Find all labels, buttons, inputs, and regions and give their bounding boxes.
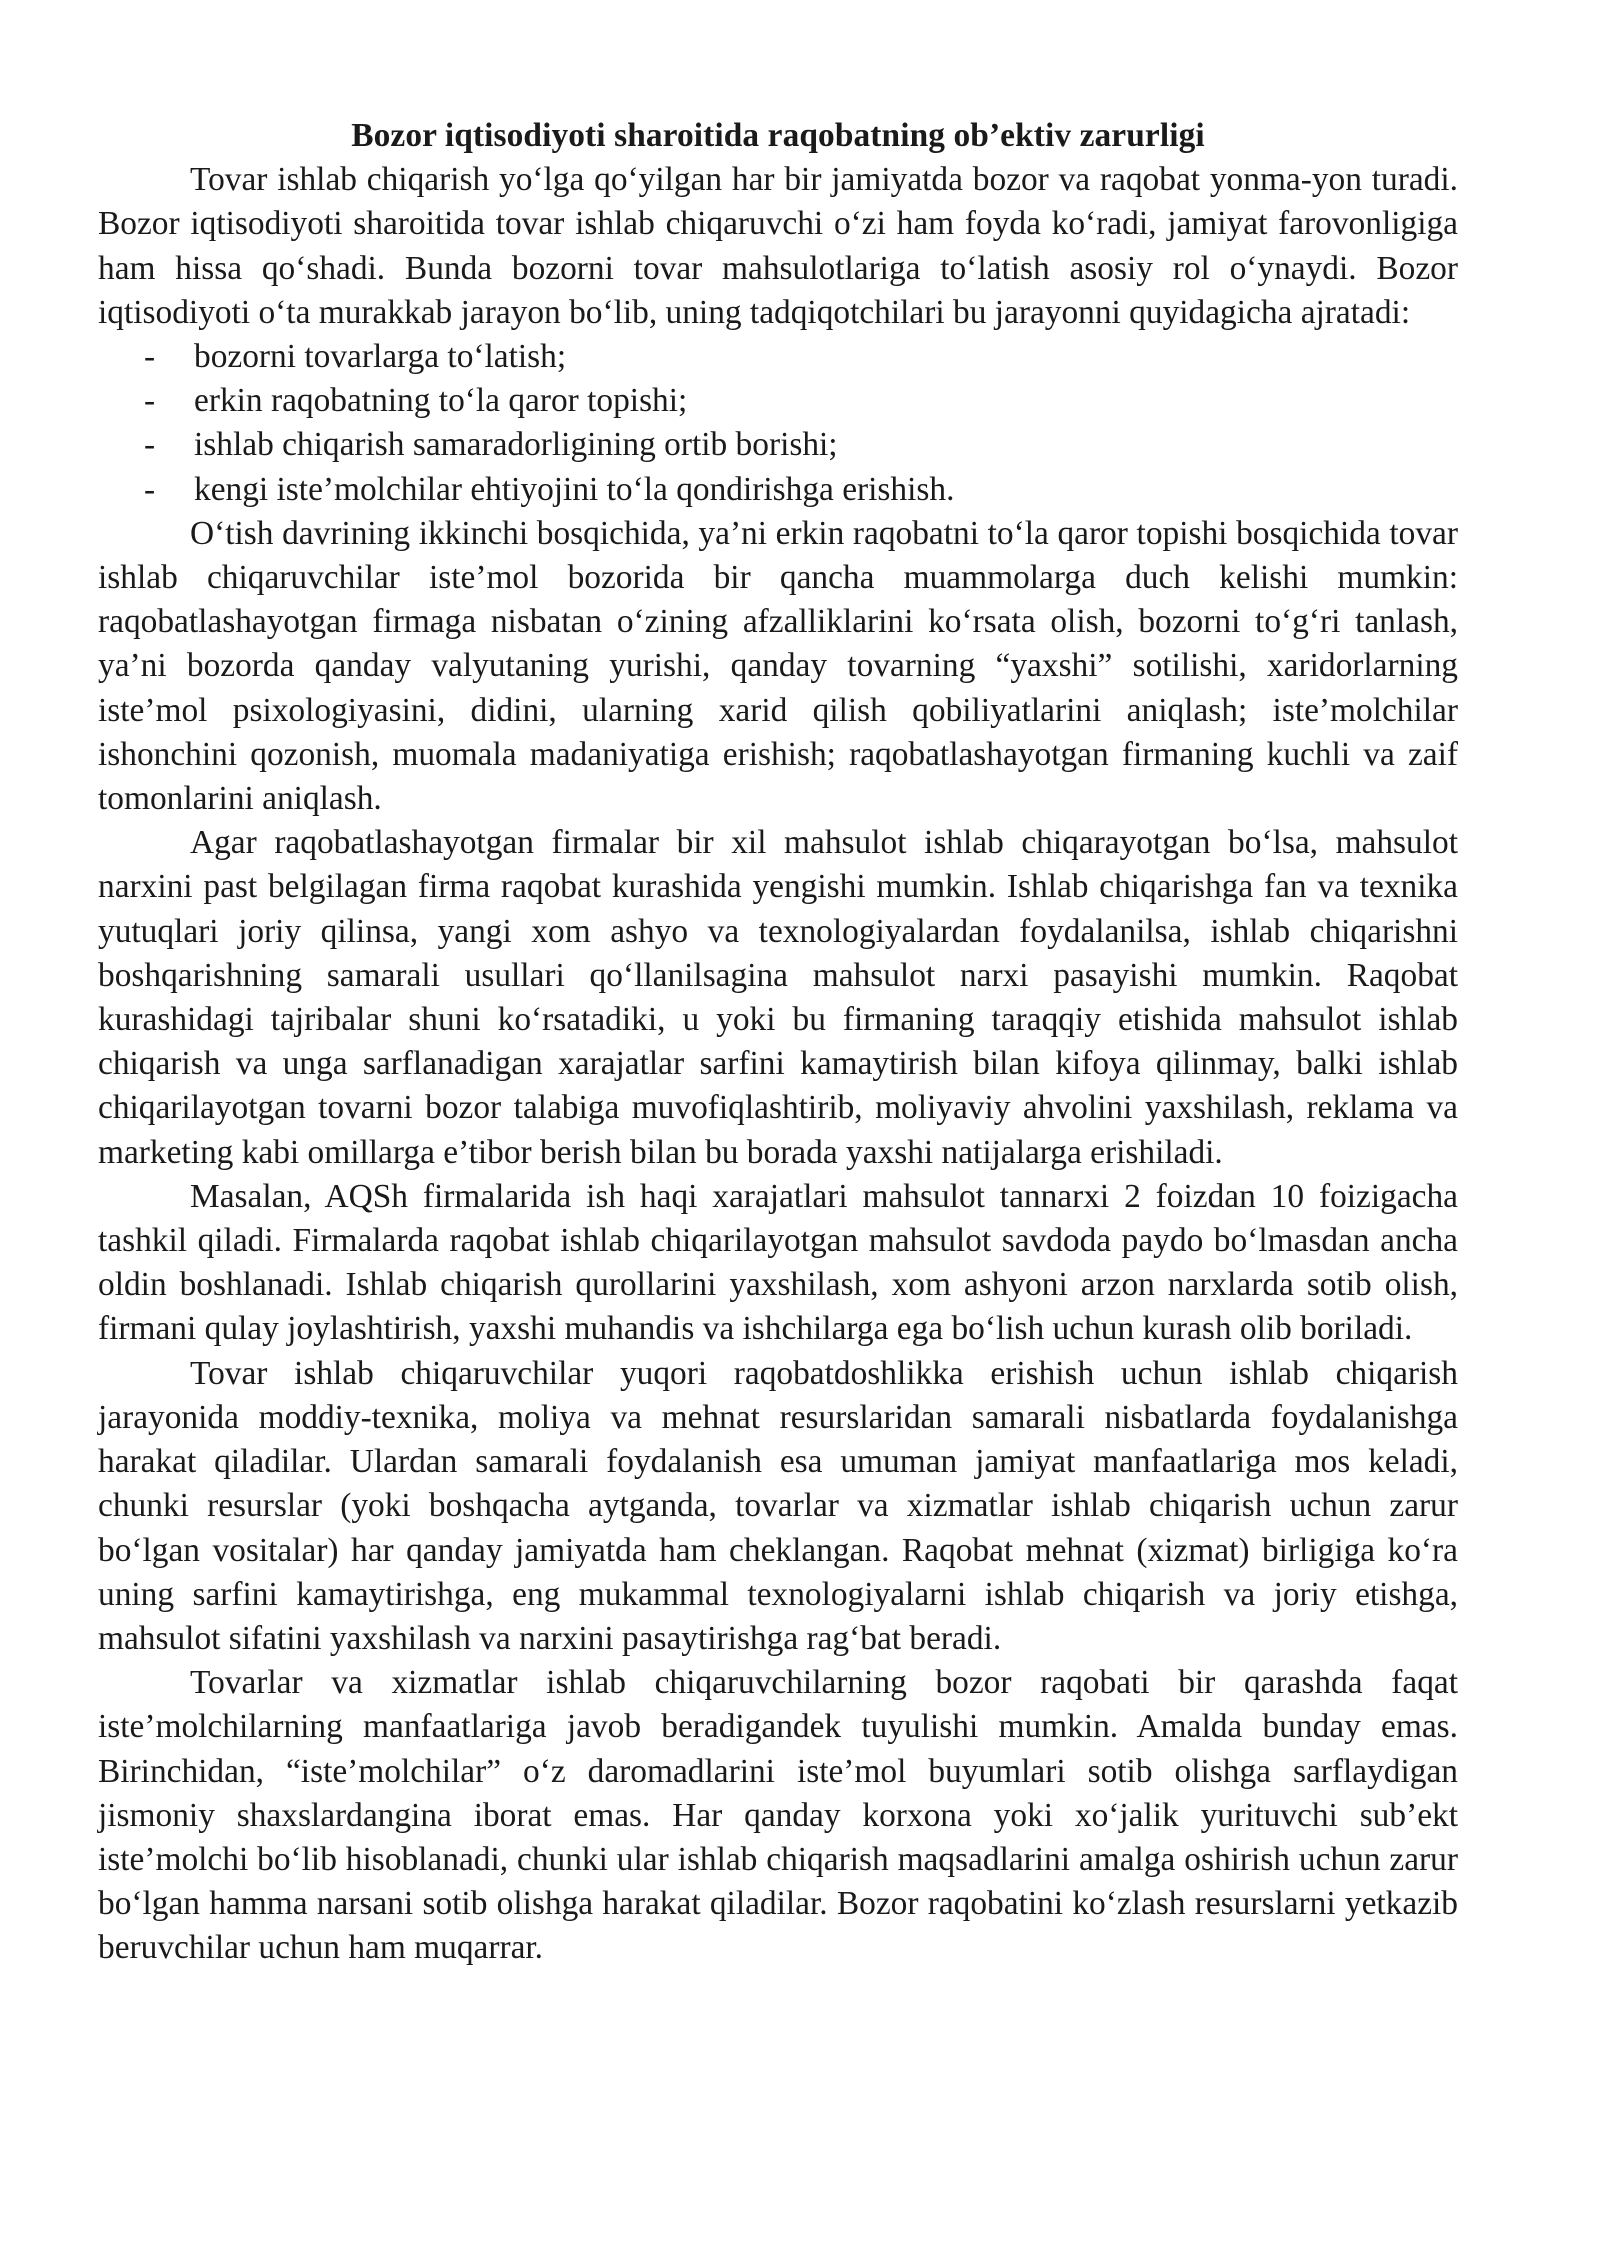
document-title: Bozor iqtisodiyoti sharoitida raqobatning ob’ektiv zarurligi [351,117,1205,154]
body-paragraph: Tovar ishlab chiqaruvchilar yuqori raqobatdoshlikka erishish uchun ishlab chiqarish jarayonida moddiy-texnika, moliya va mehnat resurslaridan samarali nisbatlarda foydalanishga harakat qiladilar. Ulardan samarali foydalanish esa umuman jamiyat manfaatlariga mos keladi, chunki resurslar (yoki boshqacha aytganda, tovarlar va xizmatlar ishlab chiqarish uchun zarur bo‘lgan vositalar) har qanday jamiyatda ham cheklangan. Raqobat mehnat (xizmat) birligiga ko‘ra uning sarfini kamaytirishga, eng mukammal texnologiyalarni ishlab chiqarish va joriy etishga, mahsulot sifatini yaxshilash va narxini pasaytirishga rag‘bat beradi. [98,1354,1458,1657]
list-item [98,335,1458,379]
list-marker: - [144,426,156,464]
list-item-text: ishlab chiqarish samaradorligining ortib borishi; [194,426,838,464]
list-item [98,379,1458,423]
body-paragraph: Agar raqobatlashayotgan firmalar bir xil mahsulot ishlab chiqarayotgan bo‘lsa, mahsulot narxini past belgilagan firma raqobat kurashida yengishi mumkin. Ishlab chiqarishga fan va texnika yutuqlari joriy qilinsa, yangi xom ashyo va texnologiyalardan foydalanilsa, ishlab chiqarishni boshqarishning samarali usullari qo‘llanilsagina mahsulot narxi pasayishi mumkin. Raqobat kurashidagi tajribalar shuni ko‘rsatadiki, u yoki bu firmaning taraqqiy etishida mahsulot ishlab chiqarish va unga sarflanadigan xarajatlar sarfini kamaytirish bilan kifoya qilinmay, balki ishlab chiqarilayotgan tovarni bozor talabiga muvofiqlashtirib, moliyaviy ahvolini yaxshilash, reklama va marketing kabi omillarga e’tibor berish bilan bu borada yaxshi natijalarga erishiladi. [98,824,1458,1171]
list-item-text: kengi iste’molchilar ehtiyojini to‘la qondirishga erishish. [194,470,955,508]
list-marker: - [144,470,156,508]
document-page [98,114,1458,1971]
list-marker: - [144,382,156,420]
body-paragraph: Masalan, AQSh firmalarida ish haqi xarajatlari mahsulot tannarxi 2 foizdan 10 foizigacha tashkil qiladi. Firmalarda raqobat ishlab chiqarilayotgan mahsulot savdoda paydo bo‘lmasdan ancha oldin boshlanadi. Ishlab chiqarish qurollarini yaxshilash, xom ashyoni arzon narxlarda sotib olish, firmani qulay joylashtirish, yaxshi muhandis va ishchilarga ega bo‘lish uchun kurash olib boriladi. [98,1177,1458,1348]
body-paragraph: Tovarlar va xizmatlar ishlab chiqaruvchilarning bozor raqobati bir qarashda faqat iste’molchilarning manfaatlariga javob beradigandek tuyulishi mumkin. Amalda bunday emas. Birinchidan, “iste’molchilar” o‘z daromadlarini iste’mol buyumlari sotib olishga sarflaydigan jismoniy shaxslardangina iborat emas. Har qanday korxona yoki xo‘jalik yurituvchi sub’ekt iste’molchi bo‘lib hisoblanadi, chunki ular ishlab chiqarish maqsadlarini amalga oshirish uchun zarur bo‘lgan hamma narsani sotib olishga harakat qiladilar. Bozor raqobatini ko‘zlash resurslarni yetkazib beruvchilar uchun ham muqarrar. [98,1664,1458,1967]
list-item [98,468,1458,512]
list-marker: - [144,338,156,376]
list-item-text: erkin raqobatning to‘la qaror topishi; [194,382,688,420]
list-item-text: bozorni tovarlarga to‘latish; [194,338,567,376]
dash-list [98,335,1458,512]
body-paragraph: O‘tish davrining ikkinchi bosqichida, ya’ni erkin raqobatni to‘la qaror topishi bosqichida tovar ishlab chiqaruvchilar iste’mol bozorida bir qancha muammolarga duch kelishi mumkin: raqobatlashayotgan firmaga nisbatan o‘zining afzalliklarini ko‘rsata olish, bozorni to‘g‘ri tanlash, ya’ni bozorda qanday valyutaning yurishi, qanday tovarning “yaxshi” sotilishi, xaridorlarning iste’mol psixologiyasini, didini, ularning xarid qilish qobiliyatlarini aniqlash; iste’molchilar ishonchini qozonish, muomala madaniyatiga erishish; raqobatlashayotgan firmaning kuchli va zaif tomonlarini aniqlash. [98,514,1458,818]
intro-paragraph: Tovar ishlab chiqarish yo‘lga qo‘yilgan har bir jamiyatda bozor va raqobat yonma-yon turadi. Bozor iqtisodiyoti sharoitida tovar ishlab chiqaruvchi o‘zi ham foyda ko‘radi, jamiyat farovonligiga ham hissa qo‘shadi. Bunda bozorni tovar mahsulotlariga to‘latish asosiy rol o‘ynaydi. Bozor iqtisodiyoti o‘ta murakkab jarayon bo‘lib, uning tadqiqotchilari bu jarayonni quyidagicha ajratadi: [98,161,1458,331]
list-item [98,423,1458,467]
